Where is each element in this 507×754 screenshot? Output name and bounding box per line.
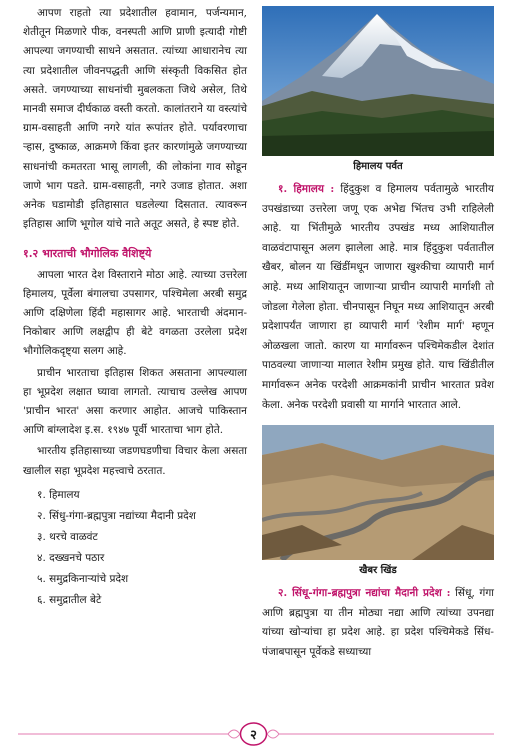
photo-caption-khyber: खैबर खिंड — [359, 565, 397, 577]
regions-list — [23, 485, 247, 611]
section-heading: १.२ भारताची भौगोलिक वैशिष्ट्ये — [23, 247, 152, 261]
list-item: ६. समुद्रातील बेटे — [37, 593, 102, 606]
rivers-label: २. सिंधू-गंगा-ब्रह्मपुत्रा नद्यांचा मैदानी प्रदेश : — [278, 587, 451, 600]
list-item: ३. थरचे वाळवंट — [37, 530, 98, 543]
khyber-pass-photo — [262, 425, 494, 560]
paragraph-geography: आपला भारत देश विस्ताराने मोठा आहे. त्याच्या उत्तरेला हिमालय, पूर्वेला बंगालचा उपसागर, पश्चिमेला अरबी समुद्र आणि दक्षिणेला हिंदी महासागर आहे. भारताची अंदमान-निकोबार आणि लक्षद्वीप ही बेटे वगळता उरलेला प्रदेश भौगोलिकदृष्ट्या सलग आहे. — [23, 268, 247, 358]
himalaya-text: हिंदुकुश व हिमालय पर्वतामुळे भारतीय उपखंडाच्या उत्तरेला जणू एक अभेद्य भिंतच उभी राहिलेली आहे. या भिंतीमुळे भारतीय उपखंड मध्य आशियातील वाळवंटापासून अलग झालेला आहे. मात्र हिंदुकुश पर्वतातील खैबर, बोलन या खिंडींमधून जाणारा खुश्कीचा व्यापारी मार्ग आहे. मध्य आशियातून जाणाऱ्या प्राचीन व्यापारी मार्गाशी तो जोडला गेलेला होता. चीनपासून निघून मध्य आशियातून अरबी प्रदेशापर्यंत जाणारा हा व्यापारी मार्ग 'रेशीम मार्ग' म्हणून ओळखला जातो. कारण या मार्गावरून पश्चिमेकडील देशांत पाठवल्या जाणाऱ्या मालात रेशीम प्रमुख होते. याच खिंडीतील मार्गावरून अनेक परदेशी आक्रमकांनी प्राचीन भारतात प्रवेश केला. अनेक परदेशी प्रवासी या मार्गाने भारतात आले. — [262, 183, 495, 411]
list-item: १. हिमालय — [37, 488, 80, 501]
list-item: ४. दख्खनचे पठार — [37, 551, 105, 564]
himalaya-paragraph — [262, 180, 494, 415]
list-item: ५. समुद्रकिनाऱ्यांचे प्रदेश — [37, 572, 129, 585]
himalaya-photo — [262, 6, 494, 156]
rivers-paragraph — [262, 584, 494, 662]
paragraph-ancient-india: प्राचीन भारताचा इतिहास शिकत असताना आपल्याला हा भूप्रदेश लक्षात घ्यावा लागतो. त्याचाच उल्लेख आपण 'प्राचीन भारत' असा करणार आहोत. आजचे पाकिस्तान आणि बांग्लादेश इ.स. १९४७ पूर्वी भारताचा भाग होते. — [23, 366, 247, 437]
left-column — [23, 4, 247, 611]
paragraph-six-regions: भारतीय इतिहासाच्या जडणघडणीचा विचार केला असता खालील सहा भूप्रदेश महत्त्वाचे ठरतात. — [23, 445, 247, 477]
himalaya-label: १. हिमालय : — [278, 183, 335, 195]
page-number: २ — [250, 728, 257, 743]
photo-caption-himalaya: हिमालय पर्वत — [353, 161, 403, 172]
rivers-text: सिंधू, गंगा आणि ब्रह्मपुत्रा या तीन मोठ्या नद्या आणि त्यांच्या उपनद्या यांच्या खोऱ्यांचा हा प्रदेश आहे. हा प्रदेश पश्चिमेकडे सिंध-पंजाबपासून पूर्वेकडे सध्याच्या — [262, 587, 494, 658]
list-item: २. सिंधु-गंगा-ब्रह्मपुत्रा नद्यांच्या मैदानी प्रदेश — [37, 509, 196, 522]
right-column — [262, 6, 494, 663]
intro-paragraph: आपण राहतो त्या प्रदेशातील हवामान, पर्जन्यमान, शेतीतून मिळणारे पीक, वनस्पती आणि प्राणी इत्यादी गोष्टी आपल्या जगण्याची साधने असतात. त्यांच्या आधारानेच त्या त्या प्रदेशातील जीवनपद्धती आणि संस्कृती विकसित होत असते. जगण्याच्या साधनांची मुबलकता जिथे असेल, तिथे मानवी समाज दीर्घकाळ वस्ती करतो. कालांतराने या वस्त्यांचे ग्राम-वसाहती आणि नगरे यांत रूपांतर होते. पर्यावरणाचा ऱ्हास, दुष्काळ, आक्रमणे किंवा इतर कारणांमुळे जगण्याच्या साधनांची कमतरता भासू लागली, की लोकांना गाव सोडून जाणे भाग पडते. ग्राम-वसाहती, नगरे उजाड होतात. अशा अनेक घडामोडी इतिहासात घडलेल्या दिसतात. त्यावरून इतिहास आणि भूगोल यांचे नाते अतूट असते, हे स्पष्ट होते. — [23, 7, 247, 231]
page-footer — [0, 720, 507, 750]
